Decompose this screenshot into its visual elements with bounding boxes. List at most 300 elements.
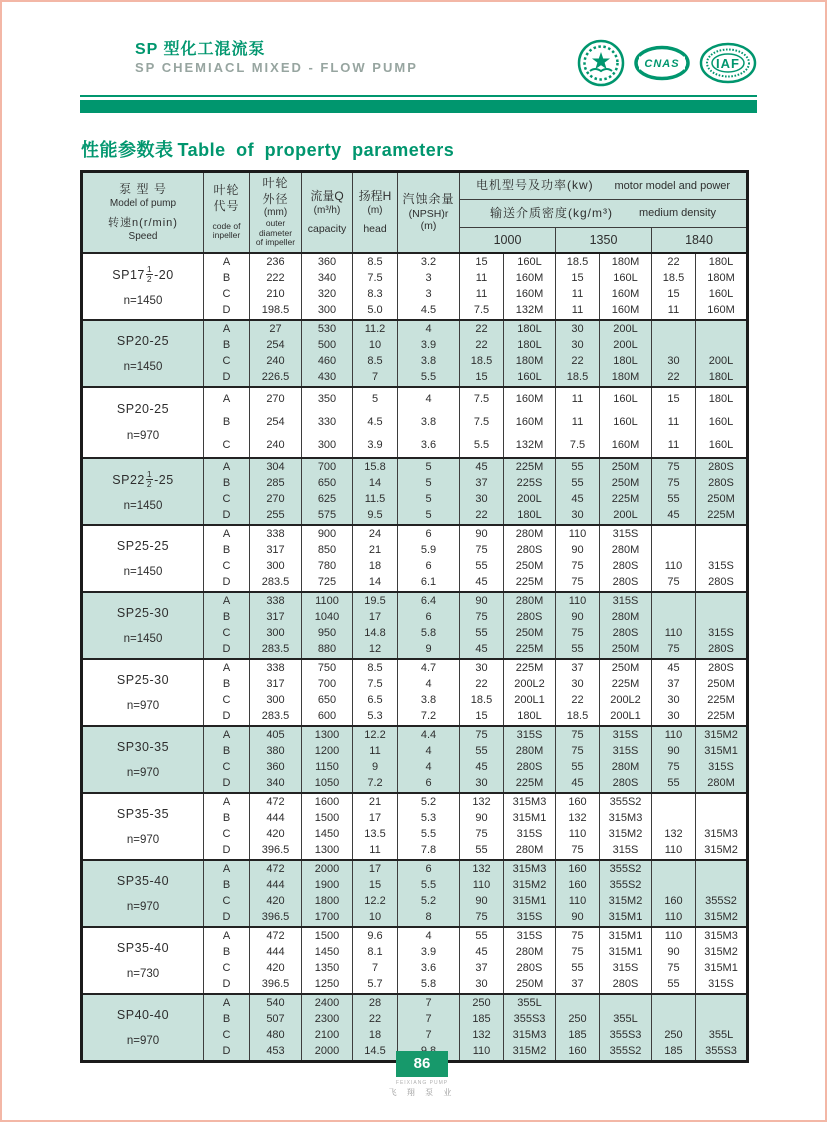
power-1350-kw-cell <box>556 387 600 458</box>
value-line: 110 <box>664 560 683 572</box>
value-line: C <box>222 694 231 706</box>
value-line: 530 <box>317 322 337 335</box>
impeller-code-cell <box>204 592 250 659</box>
value-line: 180L <box>517 509 542 522</box>
value-line: 13.5 <box>364 828 386 840</box>
power-1000-model-cell <box>504 860 556 927</box>
value-line: 270 <box>266 493 285 505</box>
value-line: 315M3 <box>512 862 547 875</box>
pump-group-row <box>82 458 748 525</box>
page-title-chinese: SP 型化工混流泵 <box>135 41 266 58</box>
value-line: 320 <box>317 288 337 300</box>
power-1840-kw-cell <box>652 458 696 525</box>
value-line: A <box>222 728 231 741</box>
value-line: 6.4 <box>420 594 437 607</box>
iaf-logo-icon <box>698 39 758 87</box>
value-line: 14 <box>368 476 382 489</box>
pump-speed: n=970 <box>126 430 160 443</box>
value-line: 110 <box>664 911 683 924</box>
value-line: 110 <box>568 527 587 540</box>
certification-seal-icon <box>576 38 626 88</box>
value-line: 4 <box>425 322 432 335</box>
value-line: 18.5 <box>566 710 589 723</box>
value-line: 21 <box>368 543 382 556</box>
head-cell <box>353 860 398 927</box>
value-line: 280S <box>516 543 543 556</box>
value-line: 5.3 <box>420 811 437 824</box>
npsh-cell <box>398 860 460 927</box>
value-line: 75 <box>667 643 680 656</box>
pump-group-row <box>82 726 748 793</box>
power-1840-model-cell <box>696 793 748 860</box>
value-line: 250M <box>707 677 735 690</box>
value-line: A <box>222 527 231 540</box>
value-line: 75 <box>571 744 584 757</box>
value-line: 5.7 <box>367 978 383 991</box>
value-line: 18.5 <box>470 355 493 367</box>
value-line: 22 <box>475 509 488 522</box>
value-line: 453 <box>266 1045 285 1058</box>
value-line: 200L1 <box>610 710 641 723</box>
value-line: 540 <box>266 996 285 1009</box>
value-line: 132 <box>568 811 587 824</box>
value-line: 338 <box>266 661 285 674</box>
pump-model-name: SP25-25 <box>116 538 170 553</box>
value-line: 30 <box>475 978 488 991</box>
pump-model-name: SP35-40 <box>116 873 170 888</box>
value-line: 5.3 <box>367 710 383 723</box>
value-line: 30 <box>571 322 584 335</box>
head-cell <box>353 793 398 860</box>
value-line: 340 <box>317 271 337 284</box>
value-line: 18.5 <box>566 255 589 268</box>
value-line: 280S <box>708 643 734 656</box>
value-line: 12 <box>368 643 382 656</box>
value-line: 405 <box>266 728 285 741</box>
value-line: 55 <box>475 744 488 757</box>
value-line: 75 <box>475 911 488 924</box>
outer-diameter-cell <box>250 994 302 1062</box>
value-line: 880 <box>317 643 337 656</box>
outer-diameter-cell <box>250 860 302 927</box>
value-line: 460 <box>317 355 337 367</box>
value-line: C <box>222 1029 231 1041</box>
head-cell <box>353 253 398 320</box>
value-line: 90 <box>475 811 488 824</box>
value-line: 225M <box>515 661 544 674</box>
value-line: 45 <box>571 493 584 505</box>
value-line: 160M <box>707 304 735 317</box>
value-line: 55 <box>667 493 680 505</box>
power-1350-model-cell <box>600 253 652 320</box>
value-line: 55 <box>571 476 584 489</box>
value-line: 22 <box>667 255 680 268</box>
value-line: 8 <box>425 911 432 924</box>
value-line: 90 <box>475 594 488 607</box>
value-line: 55 <box>571 460 584 473</box>
value-line: 75 <box>571 576 584 589</box>
value-line: B <box>222 811 231 824</box>
value-line: 110 <box>568 828 587 840</box>
value-line <box>652 526 695 542</box>
value-line: 225M <box>515 643 544 656</box>
value-line: 3 <box>425 271 432 284</box>
value-line <box>696 321 746 337</box>
value-line: 55 <box>571 761 584 773</box>
value-line: 75 <box>475 543 488 556</box>
value-line: B <box>222 744 231 757</box>
value-line: 110 <box>664 627 683 639</box>
value-line: 1900 <box>314 878 340 891</box>
value-line: 225M <box>611 493 640 505</box>
value-line <box>652 810 695 826</box>
power-1840-model-cell <box>696 387 748 458</box>
value-line: 180L <box>517 710 542 723</box>
value-line: 225M <box>515 576 544 589</box>
value-line: 160L <box>613 415 638 428</box>
value-line: 132 <box>472 862 491 875</box>
power-1000-model-cell <box>504 726 556 793</box>
value-line: 250M <box>611 643 640 656</box>
pump-model-cell <box>82 659 204 726</box>
value-line: 304 <box>266 460 285 473</box>
value-line: 180L <box>708 392 734 405</box>
value-line: 280S <box>612 576 639 589</box>
value-line: 280S <box>708 661 734 674</box>
value-line: 19.5 <box>364 594 386 607</box>
capacity-cell <box>302 592 353 659</box>
value-line: 1040 <box>314 610 340 623</box>
value-line: 240 <box>266 438 285 451</box>
value-line: 380 <box>266 744 285 757</box>
value-line: 472 <box>266 795 285 808</box>
value-line: 315S <box>516 728 543 741</box>
value-line: 5 <box>425 493 432 505</box>
value-line: 75 <box>571 929 584 942</box>
value-line: 15 <box>667 288 680 300</box>
power-1350-kw-cell <box>556 592 600 659</box>
value-line: C <box>222 560 231 572</box>
value-line: 650 <box>317 694 337 706</box>
pump-speed: n=1450 <box>123 295 163 308</box>
pump-model-cell <box>82 320 204 387</box>
outer-diameter-cell <box>250 659 302 726</box>
value-line: 300 <box>266 694 285 706</box>
npsh-cell <box>398 387 460 458</box>
pump-group-row <box>82 525 748 592</box>
power-1000-model-cell <box>504 927 556 994</box>
value-line: B <box>222 1012 231 1025</box>
value-line: 5 <box>425 460 432 473</box>
value-line: 75 <box>571 627 584 639</box>
value-line: 396.5 <box>261 978 290 991</box>
value-line: 1800 <box>314 895 340 907</box>
value-line: 75 <box>571 560 584 572</box>
npsh-cell <box>398 592 460 659</box>
value-line: 160L <box>708 415 734 428</box>
col-header-capacity: 流量Q (m³/h) capacity <box>302 172 353 253</box>
value-line: 430 <box>317 371 337 384</box>
power-1000-model-cell <box>504 320 556 387</box>
value-line: 444 <box>266 878 285 891</box>
value-line: 22 <box>667 371 680 384</box>
value-line: 250M <box>515 560 544 572</box>
value-line: 355S2 <box>705 895 737 907</box>
value-line: 315M3 <box>704 828 738 840</box>
value-line: 1700 <box>314 911 340 924</box>
value-line: 200L2 <box>514 677 545 690</box>
value-line: 12.2 <box>364 895 386 907</box>
value-line: 90 <box>571 543 584 556</box>
value-line <box>556 995 599 1011</box>
value-line: 315M1 <box>704 744 738 757</box>
outer-diameter-cell <box>250 387 302 458</box>
value-line: 18 <box>368 560 382 572</box>
value-line: 17 <box>368 862 382 875</box>
value-line: 45 <box>475 643 488 656</box>
value-line: 27 <box>269 322 282 335</box>
value-line: A <box>222 594 231 607</box>
value-line: 7.5 <box>473 304 490 317</box>
power-1000-model-cell <box>504 659 556 726</box>
value-line: 45 <box>475 460 488 473</box>
value-line: 330 <box>317 415 337 428</box>
power-1000-model-cell <box>504 458 556 525</box>
value-line: 225M <box>515 777 544 790</box>
value-line: 10 <box>368 338 382 351</box>
pump-model-name: SP17 $\frac{1}{2}$ -20 <box>112 263 174 284</box>
value-line: 4 <box>425 392 432 405</box>
value-line: C <box>222 355 231 367</box>
value-line: 226.5 <box>261 371 290 384</box>
value-line: A <box>222 929 231 942</box>
value-line: 132M <box>515 438 544 451</box>
value-line: 315S <box>708 560 734 572</box>
value-line: 507 <box>266 1012 285 1025</box>
value-line: D <box>222 777 231 790</box>
value-line: 250 <box>664 1029 683 1041</box>
pump-model-cell <box>82 387 204 458</box>
value-line: 200L <box>613 322 638 335</box>
value-line: 6 <box>425 527 432 540</box>
value-line: 283.5 <box>261 710 290 723</box>
value-line: 315M2 <box>512 1045 547 1058</box>
value-line: 11 <box>667 438 680 451</box>
value-line: 180M <box>707 271 735 284</box>
impeller-code-cell <box>204 726 250 793</box>
power-1840-kw-cell <box>652 253 696 320</box>
value-line: A <box>222 996 231 1009</box>
value-line: 9.6 <box>367 929 383 942</box>
value-line: 55 <box>475 627 488 639</box>
value-line: 700 <box>317 460 337 473</box>
value-line: 132 <box>664 828 683 840</box>
value-line: C <box>222 438 231 451</box>
value-line: 200L2 <box>610 694 641 706</box>
value-line: 110 <box>472 878 491 891</box>
value-line: 355S3 <box>705 1045 737 1058</box>
svg-text:IAF: IAF <box>716 56 740 71</box>
power-1840-kw-cell <box>652 387 696 458</box>
pump-model-name: SP30-35 <box>116 739 170 754</box>
power-1840-kw-cell <box>652 592 696 659</box>
head-cell <box>353 659 398 726</box>
pump-model-cell <box>82 726 204 793</box>
value-line: 30 <box>667 355 680 367</box>
value-line: 12.2 <box>364 728 386 741</box>
pump-group-row <box>82 387 748 458</box>
value-line: 4.5 <box>367 415 383 428</box>
value-line: 300 <box>266 627 285 639</box>
value-line: 280S <box>612 627 639 639</box>
value-line: 280S <box>516 761 543 773</box>
value-line: 15 <box>667 392 680 405</box>
value-line: 280M <box>611 761 640 773</box>
value-line: 90 <box>571 610 584 623</box>
value-line: 22 <box>475 338 488 351</box>
value-line: 30 <box>571 509 584 522</box>
value-line: D <box>222 304 231 317</box>
value-line: 250M <box>515 978 544 991</box>
npsh-cell <box>398 927 460 994</box>
value-line: 160M <box>611 438 640 451</box>
value-line: 315M3 <box>608 811 643 824</box>
value-line: 160M <box>515 415 544 428</box>
value-line: 160L <box>517 255 542 268</box>
value-line: 55 <box>571 962 584 974</box>
page-title-english: SP CHEMIACL MIXED - FLOW PUMP <box>135 60 418 75</box>
value-line: 11 <box>571 392 584 405</box>
npsh-cell <box>398 793 460 860</box>
head-cell <box>353 994 398 1062</box>
col-header-head: 扬程H (m) head <box>353 172 398 253</box>
value-line: 7 <box>425 996 432 1009</box>
value-line: 8.5 <box>367 661 383 674</box>
value-line: D <box>222 576 231 589</box>
value-line: 315S <box>612 728 639 741</box>
power-1840-model-cell <box>696 927 748 994</box>
value-line: 7 <box>371 962 379 974</box>
value-line: 75 <box>667 576 680 589</box>
power-1000-kw-cell <box>460 253 504 320</box>
pump-model-cell <box>82 253 204 320</box>
value-line: 5.5 <box>473 438 490 451</box>
value-line: 7 <box>371 371 379 384</box>
pump-speed: n=970 <box>126 699 160 712</box>
value-line: 280S <box>612 560 639 572</box>
value-line: 75 <box>571 945 584 958</box>
value-line: 5 <box>371 392 379 405</box>
pump-speed: n=1450 <box>123 565 163 578</box>
value-line <box>652 337 695 353</box>
value-line: 6 <box>425 777 432 790</box>
power-1840-model-cell <box>696 726 748 793</box>
value-line: 315S <box>516 911 543 924</box>
value-line: 200L <box>613 338 638 351</box>
value-line <box>652 995 695 1011</box>
value-line: 317 <box>266 610 285 623</box>
pump-model-cell <box>82 525 204 592</box>
value-line: 9.5 <box>367 509 383 522</box>
value-line: 222 <box>266 271 285 284</box>
value-line: 160L <box>613 271 638 284</box>
value-line: 24 <box>368 527 382 540</box>
value-line: 22 <box>571 355 584 367</box>
value-line: 45 <box>667 661 680 674</box>
value-line: 7.5 <box>569 438 586 451</box>
power-1000-kw-cell <box>460 927 504 994</box>
value-line: 160 <box>568 862 587 875</box>
value-line <box>696 810 746 826</box>
value-line: B <box>222 610 231 623</box>
value-line: C <box>222 493 231 505</box>
value-line: 9 <box>425 643 432 656</box>
value-line: 300 <box>317 304 337 317</box>
value-line: 180L <box>708 255 734 268</box>
value-line: 22 <box>475 677 488 690</box>
value-line: 17 <box>368 610 382 623</box>
value-line: 7.2 <box>420 710 437 723</box>
value-line: 160L <box>708 438 734 451</box>
value-line: 1500 <box>314 929 340 942</box>
value-line: 250M <box>707 493 735 505</box>
value-line: 30 <box>667 694 680 706</box>
value-line: 3.9 <box>420 338 437 351</box>
value-line: 45 <box>475 945 488 958</box>
value-line: C <box>222 761 231 773</box>
value-line: 30 <box>475 661 488 674</box>
value-line: 110 <box>664 728 683 741</box>
col-header-medium-density: 输送介质密度(kg/m³) medium density <box>460 200 748 228</box>
value-line: 225M <box>515 460 544 473</box>
value-line: 30 <box>571 677 584 690</box>
value-line: 160 <box>568 1045 587 1058</box>
value-line: 15 <box>475 255 488 268</box>
value-line: 11.5 <box>364 493 386 505</box>
power-1350-model-cell <box>600 726 652 793</box>
value-line: 472 <box>266 862 285 875</box>
value-line: 225M <box>611 677 640 690</box>
value-line: 45 <box>475 576 488 589</box>
value-line: B <box>222 271 231 284</box>
pump-model-name: SP20-25 <box>116 333 170 348</box>
value-line: 4 <box>425 761 432 773</box>
density-1000-header: 1000 <box>460 228 556 253</box>
value-line: 160 <box>568 878 587 891</box>
value-line: 355L <box>613 1012 638 1025</box>
value-line: 280M <box>707 777 735 790</box>
value-line: 3.6 <box>420 962 437 974</box>
value-line: 4.5 <box>420 304 437 317</box>
value-line: 3.8 <box>420 694 437 706</box>
power-1350-kw-cell <box>556 458 600 525</box>
impeller-code-cell <box>204 793 250 860</box>
power-1840-model-cell <box>696 253 748 320</box>
value-line: 180M <box>515 355 544 367</box>
cnas-logo-icon <box>633 41 691 85</box>
value-line: 4 <box>425 929 432 942</box>
power-1000-kw-cell <box>460 458 504 525</box>
value-line: 338 <box>266 527 285 540</box>
value-line: 6.5 <box>367 694 383 706</box>
power-1000-kw-cell <box>460 659 504 726</box>
value-line: 5.5 <box>420 878 437 891</box>
capacity-cell <box>302 253 353 320</box>
value-line: 250M <box>515 627 544 639</box>
value-line: 3 <box>425 288 432 300</box>
value-line: 75 <box>667 476 680 489</box>
value-line: 6 <box>425 610 432 623</box>
